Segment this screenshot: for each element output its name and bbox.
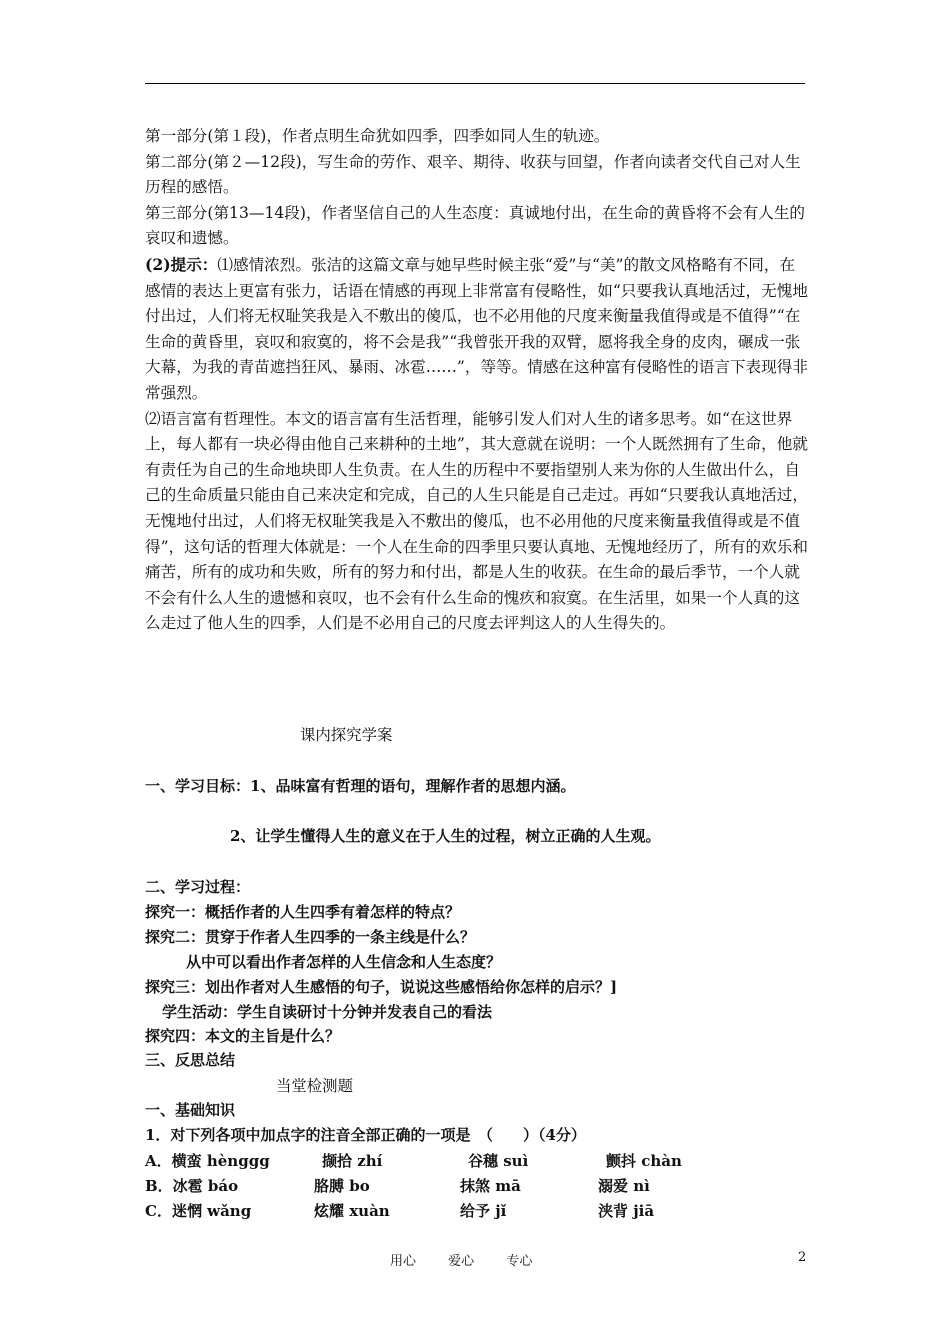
- option-a-word-1: A．横蛮 hènggg: [145, 1152, 270, 1170]
- inquiry-four: 探究四：本文的主旨是什么？: [145, 1027, 341, 1045]
- hint-part-one: ⑴感情浓烈。张洁的这篇文章与她早些时候主张“爱”与“美”的散文风格略有不同，在感情的表达上更富有张力，话语在情感的再现上非常富有侵略性，如“只要我认真地活过，无愧地付出过，人们将无权耻笑我是入不敷出的傻瓜，也不必用他的尺度来衡量我值得或是不值得”“在生命的黄昏里，哀叹和寂寞的，将不会是我”“我曾张开我的双臂，愿将我全身的皮肉，碾成一张大幕，为我的青苗遮挡狂风、暴雨、冰雹……”，等等。情感在这种富有侵略性的语言下表现得非常强烈。: [145, 255, 808, 402]
- question-one: 1．对下列各项中加点字的注音全部正确的一项是 （ ）（4分）: [145, 1126, 586, 1144]
- paragraph-part-one: 第一部分(第１段)，作者点明生命犹如四季，四季如同人生的轨迹。: [145, 127, 610, 145]
- option-a-word-2: 撷拾 zhí: [322, 1152, 383, 1170]
- footer-item: 用心: [390, 1254, 417, 1269]
- student-activity: 学生活动：学生自读研讨十分钟并发表自己的看法: [162, 1003, 493, 1021]
- inquiry-one: 探究一：概括作者的人生四季有着怎样的特点？: [145, 903, 461, 921]
- hint-paragraph-one: [145, 252, 810, 407]
- option-b-word-4: 溺爱 nì: [598, 1177, 650, 1195]
- option-b-word-2: 胳膊 bo: [314, 1177, 370, 1195]
- option-c-word-3: 给予 jǐ: [460, 1202, 507, 1220]
- section-title: 课内探究学案: [300, 726, 393, 744]
- hint-paragraph-two: ⑵语言富有哲理性。本文的语言富有生活哲理，能够引发人们对人生的诸多思考。如“在这世界上，每人都有一块必得由他自己来耕种的土地”，其大意就在说明：一个人既然拥有了生命，他就有责任为自己的生命地块即人生负责。在人生的历程中不要指望别人来为你的人生做出什么，自己的生命质量只能由自己来决定和完成，自己的人生只能是自己走过。再如“只要我认真地活过，无愧地付出过，人们将无权耻笑我是入不敷出的傻瓜，也不必用他的尺度来衡量我值得或是不值得”，这句话的哲理大体就是：一个人在生命的四季里只要认真地、无愧地经历了，所有的欢乐和痛苦，所有的成功和失败，所有的努力和付出，都是人生的收获。在生命的最后季节，一个人就不会有什么人生的遗憾和哀叹，也不会有什么生命的愧疚和寂寞。在生活里，如果一个人真的这么走过了他人生的四季，人们是不必用自己的尺度去评判这人的人生得失的。: [145, 409, 808, 633]
- learning-goals-line-two: 2、让学生懂得人生的意义在于人生的过程，树立正确的人生观。: [230, 827, 661, 845]
- option-a-word-3: 谷穗 suì: [468, 1152, 529, 1170]
- inquiry-three: 探究三：划出作者对人生感悟的句子，说说这些感悟给你怎样的启示？]: [145, 978, 618, 996]
- page-number: 2: [798, 1250, 807, 1265]
- option-a-word-4: 颤抖 chàn: [606, 1152, 682, 1170]
- learning-goals-line-one: 一、学习目标：1、品味富有哲理的语句，理解作者的思想内涵。: [145, 777, 576, 795]
- option-c-word-1: C．迷惘 wǎng: [145, 1202, 252, 1220]
- footer-item: 爱心: [448, 1254, 475, 1269]
- paragraph-part-two: 第二部分(第２—12段)，写生命的劳作、艰辛、期待、收获与回望，作者向读者交代自己对人生历程的感悟。: [145, 152, 801, 197]
- inquiry-two-followup: 从中可以看出作者怎样的人生信念和人生态度？: [186, 953, 502, 971]
- paragraph-part-three: 第三部分(第13—14段)，作者坚信自己的人生态度：真诚地付出，在生命的黄昏将不会有人生的哀叹和遗憾。: [145, 203, 806, 248]
- basics-heading: 一、基础知识: [145, 1101, 236, 1119]
- answer-text-block: [145, 124, 810, 637]
- test-title: 当堂检测题: [276, 1077, 353, 1095]
- hint-label: (2)提示：: [145, 254, 218, 274]
- footer-slogan: [390, 1250, 560, 1269]
- option-c-word-4: 浃背 jiā: [598, 1202, 655, 1220]
- reflection-heading: 三、反思总结: [145, 1051, 236, 1069]
- footer-item: 专心: [506, 1254, 533, 1269]
- header-rule: [145, 83, 805, 84]
- process-heading: 二、学习过程：: [145, 878, 251, 896]
- option-b-word-3: 抹煞 mā: [460, 1177, 521, 1195]
- inquiry-two: 探究二：贯穿于作者人生四季的一条主线是什么？: [145, 928, 476, 946]
- option-b-word-1: B．冰雹 báo: [145, 1177, 239, 1195]
- option-c-word-2: 炫耀 xuàn: [314, 1202, 390, 1220]
